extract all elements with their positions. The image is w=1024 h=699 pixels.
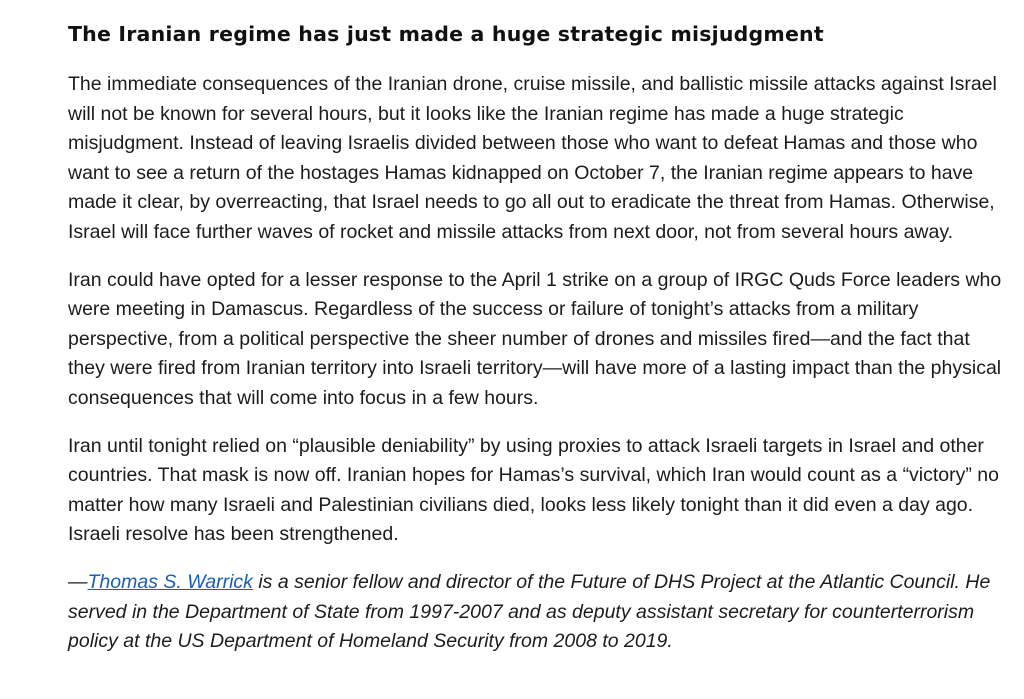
paragraph-3: Iran until tonight relied on “plausible deniability” by using proxies to attack Israeli targets in Israel and other countries. That mask is now off. Iranian hopes for Hamas’s survival, which Iran would count as a “victory” no matter how many Israeli and Palestinian civilians died, looks less likely tonight than it did even a day ago. Israeli resolve has been strengthened. — [68, 434, 1000, 546]
author-byline — [68, 568, 1008, 657]
paragraph-2: Iran could have opted for a lesser response to the April 1 strike on a group of IRGC Quds Force leaders who were meeting in Damascus. Regardless of the success or failure of tonight’s attacks from a military perspective, from a political perspective the sheer number of drones and missiles fired—and the fact that they were fired from Iranian territory into Israeli territory—will have more of a lasting impact than the physical consequences that will come into focus in a few hours. — [68, 268, 1002, 409]
byline-dash: — — [68, 570, 88, 593]
author-link[interactable]: Thomas S. Warrick — [87, 570, 253, 593]
section-headline: The Iranian regime has just made a huge strategic misjudgment — [68, 22, 824, 46]
paragraph-1: The immediate consequences of the Iranian drone, cruise missile, and ballistic missile attacks against Israel will not be known for several hours, but it looks like the Iranian regime has made a huge strategic misjudgment. Instead of leaving Israelis divided between those who want to defeat Hamas and those who want to see a return of the hostages Hamas kidnapped on October 7, the Iranian regime appears to have made it clear, by overreacting, that Israel needs to go all out to eradicate the threat from Hamas. Otherwise, Israel will face further waves of rocket and missile attacks from next door, not from several hours away. — [68, 73, 997, 243]
author-description: is a senior fellow and director of the Future of DHS Project at the Atlantic Council. He served in the Department of State from 1997-2007 and as deputy assistant secretary for counterterrorism policy at the US Department of Homeland Security from 2008 to 2019. — [68, 570, 991, 653]
article-section — [68, 18, 1008, 657]
